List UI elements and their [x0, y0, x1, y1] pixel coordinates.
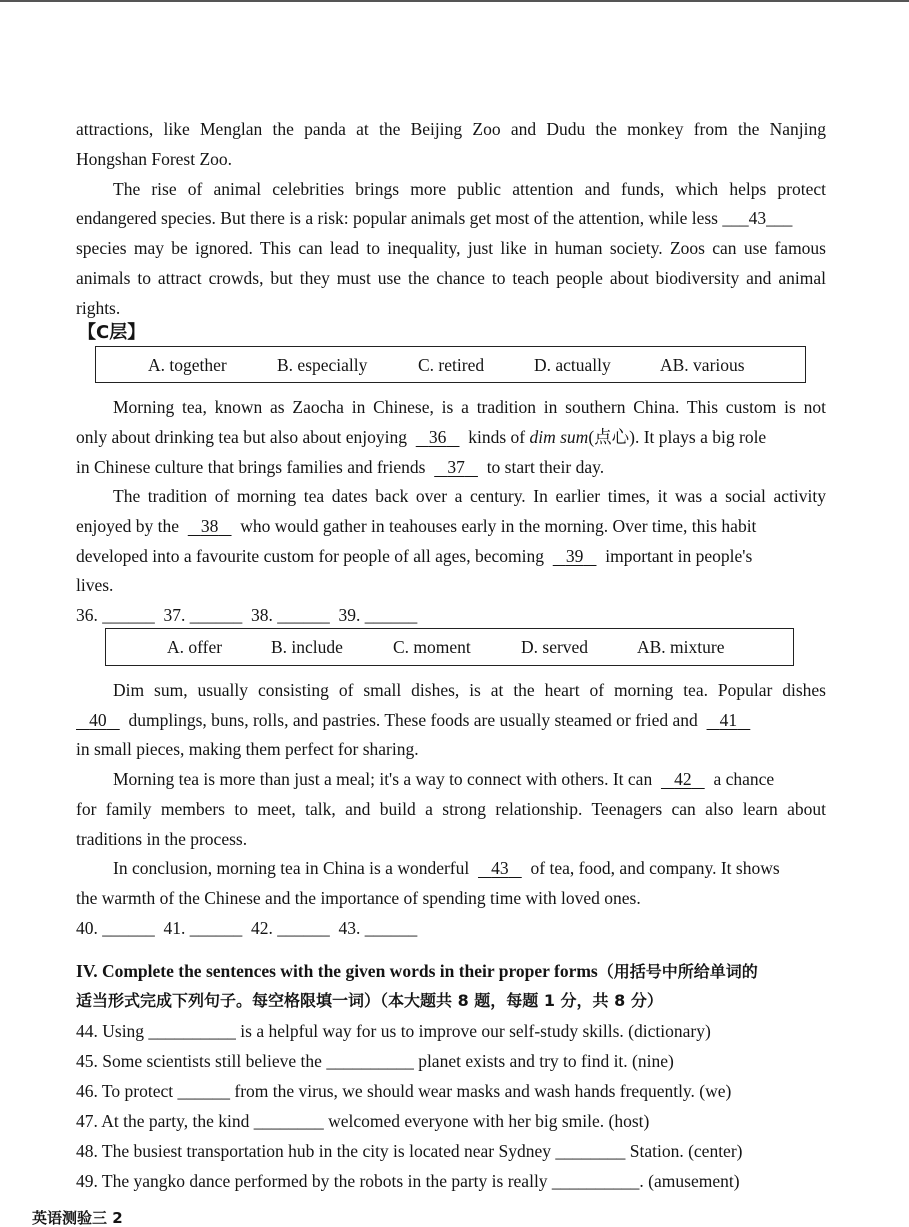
passage-line: the warmth of the Chinese and the importance of spending time with loved ones.	[76, 888, 641, 908]
blank-number: 36	[428, 427, 447, 447]
passage-line	[113, 857, 780, 879]
answer-blank[interactable]: 42. ______	[251, 918, 330, 938]
blank-36	[416, 427, 460, 447]
word-option: D. actually	[534, 355, 611, 375]
passage-text: in Chinese culture that brings families and friends	[76, 457, 426, 477]
passage-text: who would gather in teahouses early in the morning. Over time, this habit	[240, 516, 757, 536]
answer-blank[interactable]: 39. ______	[338, 605, 418, 625]
passage-text: developed into a favourite custom for people of all ages, becoming	[76, 546, 544, 566]
section-heading: 【C层】	[78, 322, 146, 343]
answer-blank[interactable]: 41. ______	[163, 918, 243, 938]
passage-line: The tradition of morning tea dates back over a century. In earlier times, it was a social activity	[113, 486, 826, 506]
question-47: 47. At the party, the kind ________ welcomed everyone with her big smile. (host)	[76, 1111, 650, 1131]
blank-number: 37	[447, 457, 465, 477]
passage-text: endangered species. But there is a risk: popular animals get most of the attention, while less	[76, 208, 718, 228]
word-option: B. especially	[277, 355, 368, 375]
passage-line	[76, 426, 766, 448]
passage-line: in small pieces, making them perfect for sharing.	[76, 739, 419, 759]
section-title	[76, 960, 758, 983]
section-title-en: IV. Complete the sentences with the given words in their proper forms	[76, 961, 598, 981]
passage-text-italic: dim sum	[529, 427, 589, 447]
passage-line: The rise of animal celebrities brings more public attention and funds, which helps protect	[113, 179, 826, 199]
passage-text: to start their day.	[486, 457, 605, 477]
passage-line: lives.	[76, 575, 114, 595]
blank-42	[661, 769, 705, 789]
answer-blank[interactable]: 40. ______	[76, 918, 155, 938]
word-option: A. together	[148, 355, 227, 375]
blank-number: 38	[200, 516, 219, 536]
passage-text: (点心). It plays a big role	[588, 427, 767, 447]
blank-number: 42	[674, 769, 692, 789]
word-option: B. include	[271, 637, 343, 657]
question-46: 46. To protect ______ from the virus, we should wear masks and wash hands frequently. (we)	[76, 1081, 732, 1101]
word-option: AB. mixture	[637, 637, 725, 657]
passage-line: Hongshan Forest Zoo.	[76, 149, 233, 169]
blank-number: 43	[748, 208, 767, 228]
passage-line: attractions, like Menglan the panda at the Beijing Zoo and Dudu the monkey from the Nanjing	[76, 119, 826, 139]
blank-37	[434, 457, 478, 477]
question-49: 49. The yangko dance performed by the robots in the party is really __________. (amusement)	[76, 1171, 740, 1191]
blank-41	[707, 710, 751, 730]
passage-text: only about drinking tea but also about enjoying	[76, 427, 407, 447]
answer-blank[interactable]: 43. ______	[338, 918, 418, 938]
passage-line: Dim sum, usually consisting of small dishes, is at the heart of morning tea. Popular dishes	[113, 680, 826, 700]
question-44: 44. Using __________ is a helpful way for us to improve our self-study skills. (dictionary)	[76, 1021, 711, 1041]
question-45: 45. Some scientists still believe the __________ planet exists and try to find it. (nine)	[76, 1051, 674, 1071]
passage-line: traditions in the process.	[76, 829, 248, 849]
blank-40	[76, 710, 120, 730]
word-option: C. retired	[418, 355, 485, 375]
passage-text: In conclusion, morning tea in China is a wonderful	[113, 858, 470, 878]
passage-text: important in people's	[605, 546, 753, 566]
passage-line: species may be ignored. This can lead to inequality, just like in human society. Zoos can use famous	[76, 238, 826, 258]
blank-number: 41	[719, 710, 738, 730]
blank-39	[553, 546, 597, 566]
word-option: A. offer	[167, 637, 223, 657]
page-top-edge	[0, 0, 909, 2]
word-option: C. moment	[393, 637, 471, 657]
passage-line: Morning tea, known as Zaocha in Chinese, is a tradition in southern China. This custom is not	[113, 397, 826, 417]
blank-43	[478, 858, 522, 878]
page-footer: 英语测验三 2	[32, 1209, 123, 1227]
blank-number: 40	[89, 710, 107, 730]
blank-number: 43	[491, 858, 509, 878]
blank-number: 39	[565, 546, 584, 566]
passage-line: rights.	[76, 298, 121, 318]
passage-line	[76, 456, 604, 478]
blank-43-top: ___43___	[722, 208, 793, 228]
passage-line	[76, 709, 750, 731]
word-option: D. served	[521, 637, 589, 657]
answer-row	[76, 917, 417, 939]
blank-38	[188, 516, 232, 536]
word-box	[105, 628, 794, 666]
answer-blank[interactable]: 37. ______	[163, 605, 243, 625]
passage-text: of tea, food, and company. It shows	[530, 858, 780, 878]
passage-text: a chance	[713, 769, 775, 789]
passage-line	[113, 768, 774, 790]
passage-text: kinds of	[468, 427, 526, 447]
passage-text: dumplings, buns, rolls, and pastries. These foods are usually steamed or fried and	[128, 710, 698, 730]
question-48: 48. The busiest transportation hub in the city is located near Sydney ________ Station. (center)	[76, 1141, 743, 1161]
answer-blank[interactable]: 38. ______	[251, 605, 330, 625]
section-title-cn: （用括号中所给单词的	[597, 962, 758, 981]
answer-blank[interactable]: 36. ______	[76, 605, 155, 625]
passage-text: Morning tea is more than just a meal; it's a way to connect with others. It can	[113, 769, 653, 789]
passage-line	[76, 207, 792, 229]
section-title-cn: 适当形式完成下列句子。每空格限填一词）（本大题共 8 题，每题 1 分，共 8 分）	[76, 991, 663, 1010]
word-box	[95, 346, 806, 383]
passage-line	[76, 545, 752, 567]
passage-line: animals to attract crowds, but they must use the chance to teach people about biodiversity and animal	[76, 268, 826, 288]
word-option: AB. various	[660, 355, 745, 375]
answer-row	[76, 604, 417, 626]
passage-text: enjoyed by the	[76, 516, 180, 536]
passage-line	[76, 515, 756, 537]
passage-line: for family members to meet, talk, and build a strong relationship. Teenagers can also learn about	[76, 799, 826, 819]
